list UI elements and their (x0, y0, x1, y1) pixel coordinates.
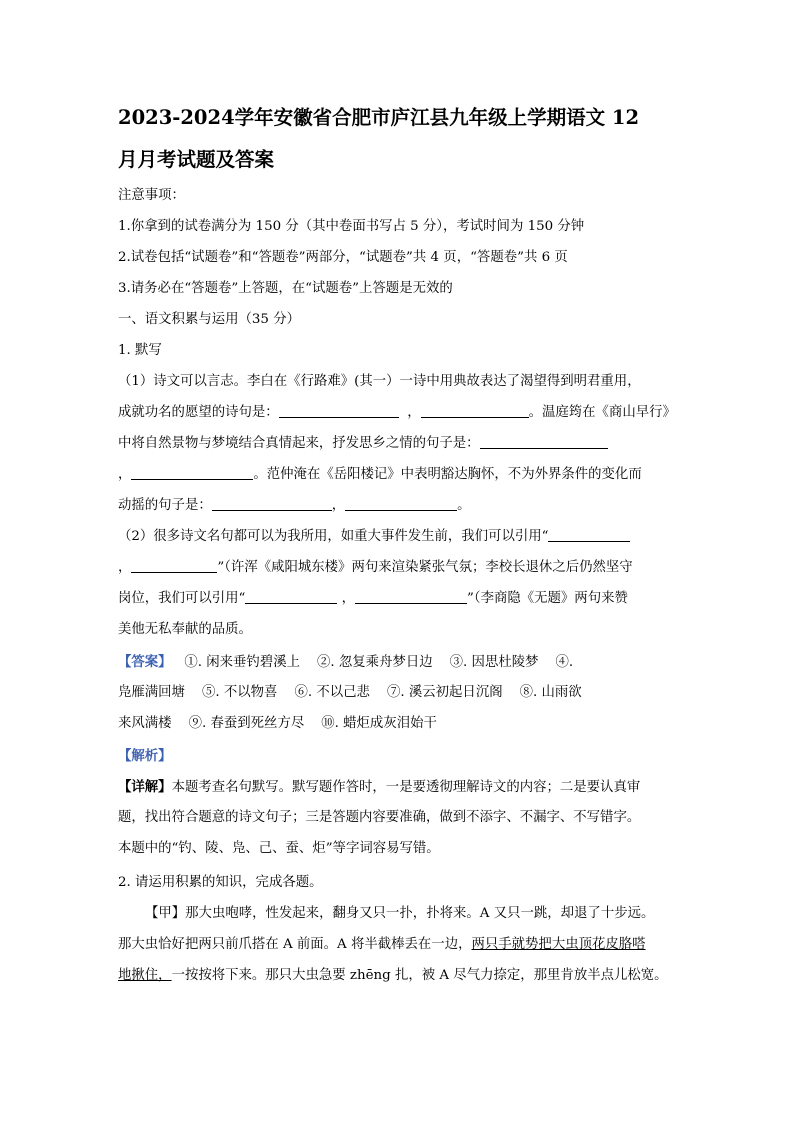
answer-blank[interactable] (345, 496, 457, 511)
q1-part1-text: 中将自然景物与梦境结合真情起来，抒发思乡之情的句子是： (118, 436, 480, 451)
detail-line-1 (118, 777, 640, 798)
q1-part2-line-d: 美他无私奉献的品质。 (118, 622, 252, 637)
page-title-line2: 月月考试题及答案 (118, 148, 275, 171)
page-title-line1: 2023-2024学年安徽省合肥市庐江县九年级上学期语文 12 (118, 106, 640, 129)
q2-passage-line-a: 【甲】那大虫咆哮，性发起来，翻身又只一扑，扑将来。A 又只一跳，却退了十步远。 (145, 906, 655, 921)
answer-blank[interactable] (131, 465, 253, 480)
notes-item-3: 3.请务必在“答题卷”上答题，在“试题卷”上答题是无效的 (118, 281, 453, 296)
q1-part2-comma: ， (118, 560, 132, 575)
notes-heading: 注意事项： (118, 188, 185, 203)
answer-line-2: 凫雁满回塘 ⑤. 不以物喜 ⑥. 不以己悲 ⑦. 溪云初起日沉阁 ⑧. 山雨欲 (118, 685, 582, 700)
answer-line-1 (118, 652, 573, 673)
answer-line-3: 来风满楼 ⑨. 春蚕到死丝方尽 ⑩. 蜡炬成灰泪始干 (118, 716, 437, 731)
answer-blank[interactable] (421, 403, 529, 418)
q1-part2-line-c (118, 589, 628, 609)
answer-blank[interactable] (548, 527, 630, 542)
answer-blank[interactable] (480, 434, 608, 449)
q1-part1-comma: ， (118, 467, 132, 482)
q1-part2-text: ”（李商隐《无题》两句来赞 (467, 591, 628, 606)
detail-line-2: 题，找出符合题意的诗文句子；三是答题内容要准确，做到不添字、不漏字、不写错字。 (118, 810, 641, 825)
q2-passage-text: 那大虫恰好把两只前爪搭在 A 前面。A 将半截棒丢在一边， (118, 937, 472, 952)
analysis-label (118, 746, 172, 767)
q1-part1-text: 动摇的句子是： (118, 498, 212, 513)
q1-part1-line-a: （1）诗文可以言志。李白在《行路难》(其一）一诗中用典故表达了渴望得到明君重用， (118, 374, 641, 389)
q1-part1-line-b (118, 403, 676, 423)
q1-part1-text: 成就功名的愿望的诗句是： (118, 405, 279, 420)
q1-part2-text: ”（许浑《咸阳城东楼》两句来渲染紧张气氛；李校长退休之后仍然坚守 (217, 560, 633, 575)
q2-underlined-text: 地揪住， (118, 968, 172, 983)
q1-part2-text: 岗位，我们可以引用“ (118, 591, 246, 606)
detail-text: 本题考查名句默写。默写题作答时，一是要透彻理解诗文的内容；二是要认真审 (171, 780, 641, 795)
answer-blank[interactable] (355, 589, 467, 604)
answer-blank[interactable] (245, 589, 337, 604)
question-1-number: 1. 默写 (118, 343, 162, 358)
q1-part1-line-c (118, 434, 608, 454)
answer-label: 【答案】 (118, 654, 172, 670)
q1-part1-comma: ， (331, 498, 346, 513)
q1-part1-period: 。 (457, 498, 471, 513)
notes-item-2: 2.试卷包括“试题卷”和“答题卷”两部分，“试题卷”共 4 页，“答题卷”共 6 页 (118, 250, 568, 265)
q2-passage-text: 一按按将下来。那只大虫急要 zhēng 扎，被 A 尽气力捺定，那里肯放半点儿松宽。 (171, 968, 668, 983)
q1-part1-line-e (118, 496, 471, 516)
q1-part2-comma: ， (341, 591, 356, 606)
q1-part2-line-a (118, 527, 630, 547)
q2-passage-line-b (118, 935, 646, 955)
q1-part2-line-b (118, 558, 633, 578)
q1-part2-text: （2）很多诗文名句都可以为我所用，如重大事件发生前，我们可以引用“ (118, 529, 549, 544)
question-2-number: 2. 请运用积累的知识，完成各题。 (118, 875, 323, 890)
detail-line-3: 本题中的“钓、陵、凫、己、蚕、炬”等字词容易写错。 (118, 841, 440, 856)
analysis-label-text: 【解析】 (118, 748, 172, 764)
answer-blank[interactable] (279, 403, 399, 418)
answer-blank[interactable] (131, 558, 217, 573)
q1-part1-text: 。范仲淹在《岳阳楼记》中表明豁达胸怀，不为外界条件的变化而 (253, 467, 642, 482)
section-heading: 一、语文积累与运用（35 分） (118, 312, 300, 327)
q2-passage-line-c (118, 966, 668, 986)
q1-part1-text: 。温庭筠在《商山早行》 (528, 405, 676, 420)
notes-item-1: 1.你拿到的试卷满分为 150 分（其中卷面书写占 5 分），考试时间为 150 分钟 (118, 219, 585, 234)
answer-blank[interactable] (212, 496, 332, 511)
detail-label: 【详解】 (118, 779, 172, 795)
q1-part1-comma: ， (407, 405, 421, 420)
q2-underlined-text: 两只手就势把大虫顶花皮胳嗒 (471, 937, 646, 952)
answer-text: ①. 闲来垂钓碧溪上 ②. 忽复乘舟梦日边 ③. 因思杜陵梦 ④. (171, 655, 574, 670)
q1-part1-line-d (118, 465, 642, 485)
